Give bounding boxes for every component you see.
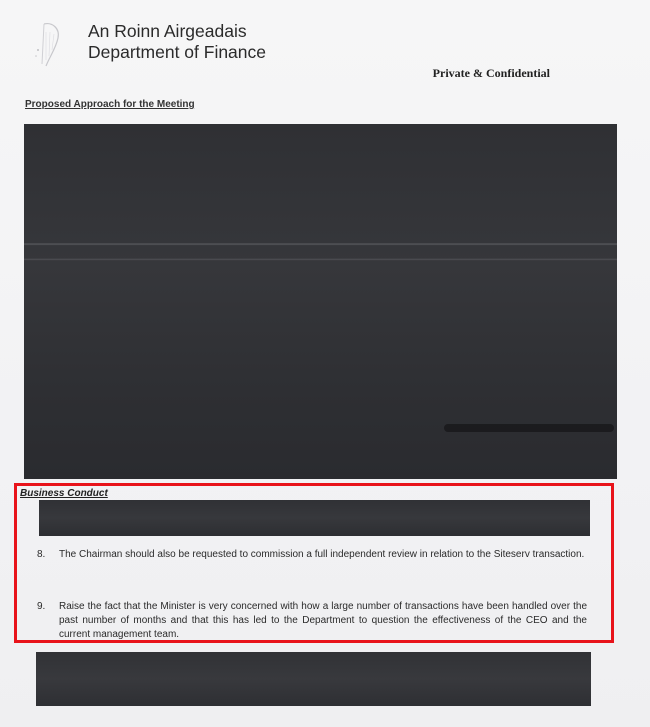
redacted-block-item: [39, 500, 590, 536]
business-conduct-title: Business Conduct: [20, 488, 108, 499]
classification-label: Private & Confidential: [432, 66, 550, 80]
item-text: The Chairman should also be requested to commission a full independent review in relation to the Siteserv transaction.: [59, 549, 585, 560]
redacted-block-bottom: [36, 652, 591, 706]
list-item: [37, 600, 587, 642]
business-conduct-section: [14, 483, 614, 643]
redacted-block-main: [24, 124, 617, 479]
section-heading: Proposed Approach for the Meeting: [25, 99, 195, 110]
department-name-irish: An Roinn Airgeadais: [88, 21, 247, 41]
harp-crest-icon: [32, 20, 68, 70]
item-number: 9.: [37, 601, 46, 612]
item-text: Raise the fact that the Minister is very concerned with how a large number of transactions have been handled over the past number of months and that this has led to the Department to question the effectiveness of the CEO and the current management team.: [59, 601, 587, 640]
department-name-english: Department of Finance: [88, 42, 267, 62]
list-item: [37, 548, 587, 562]
item-number: 8.: [37, 549, 46, 560]
